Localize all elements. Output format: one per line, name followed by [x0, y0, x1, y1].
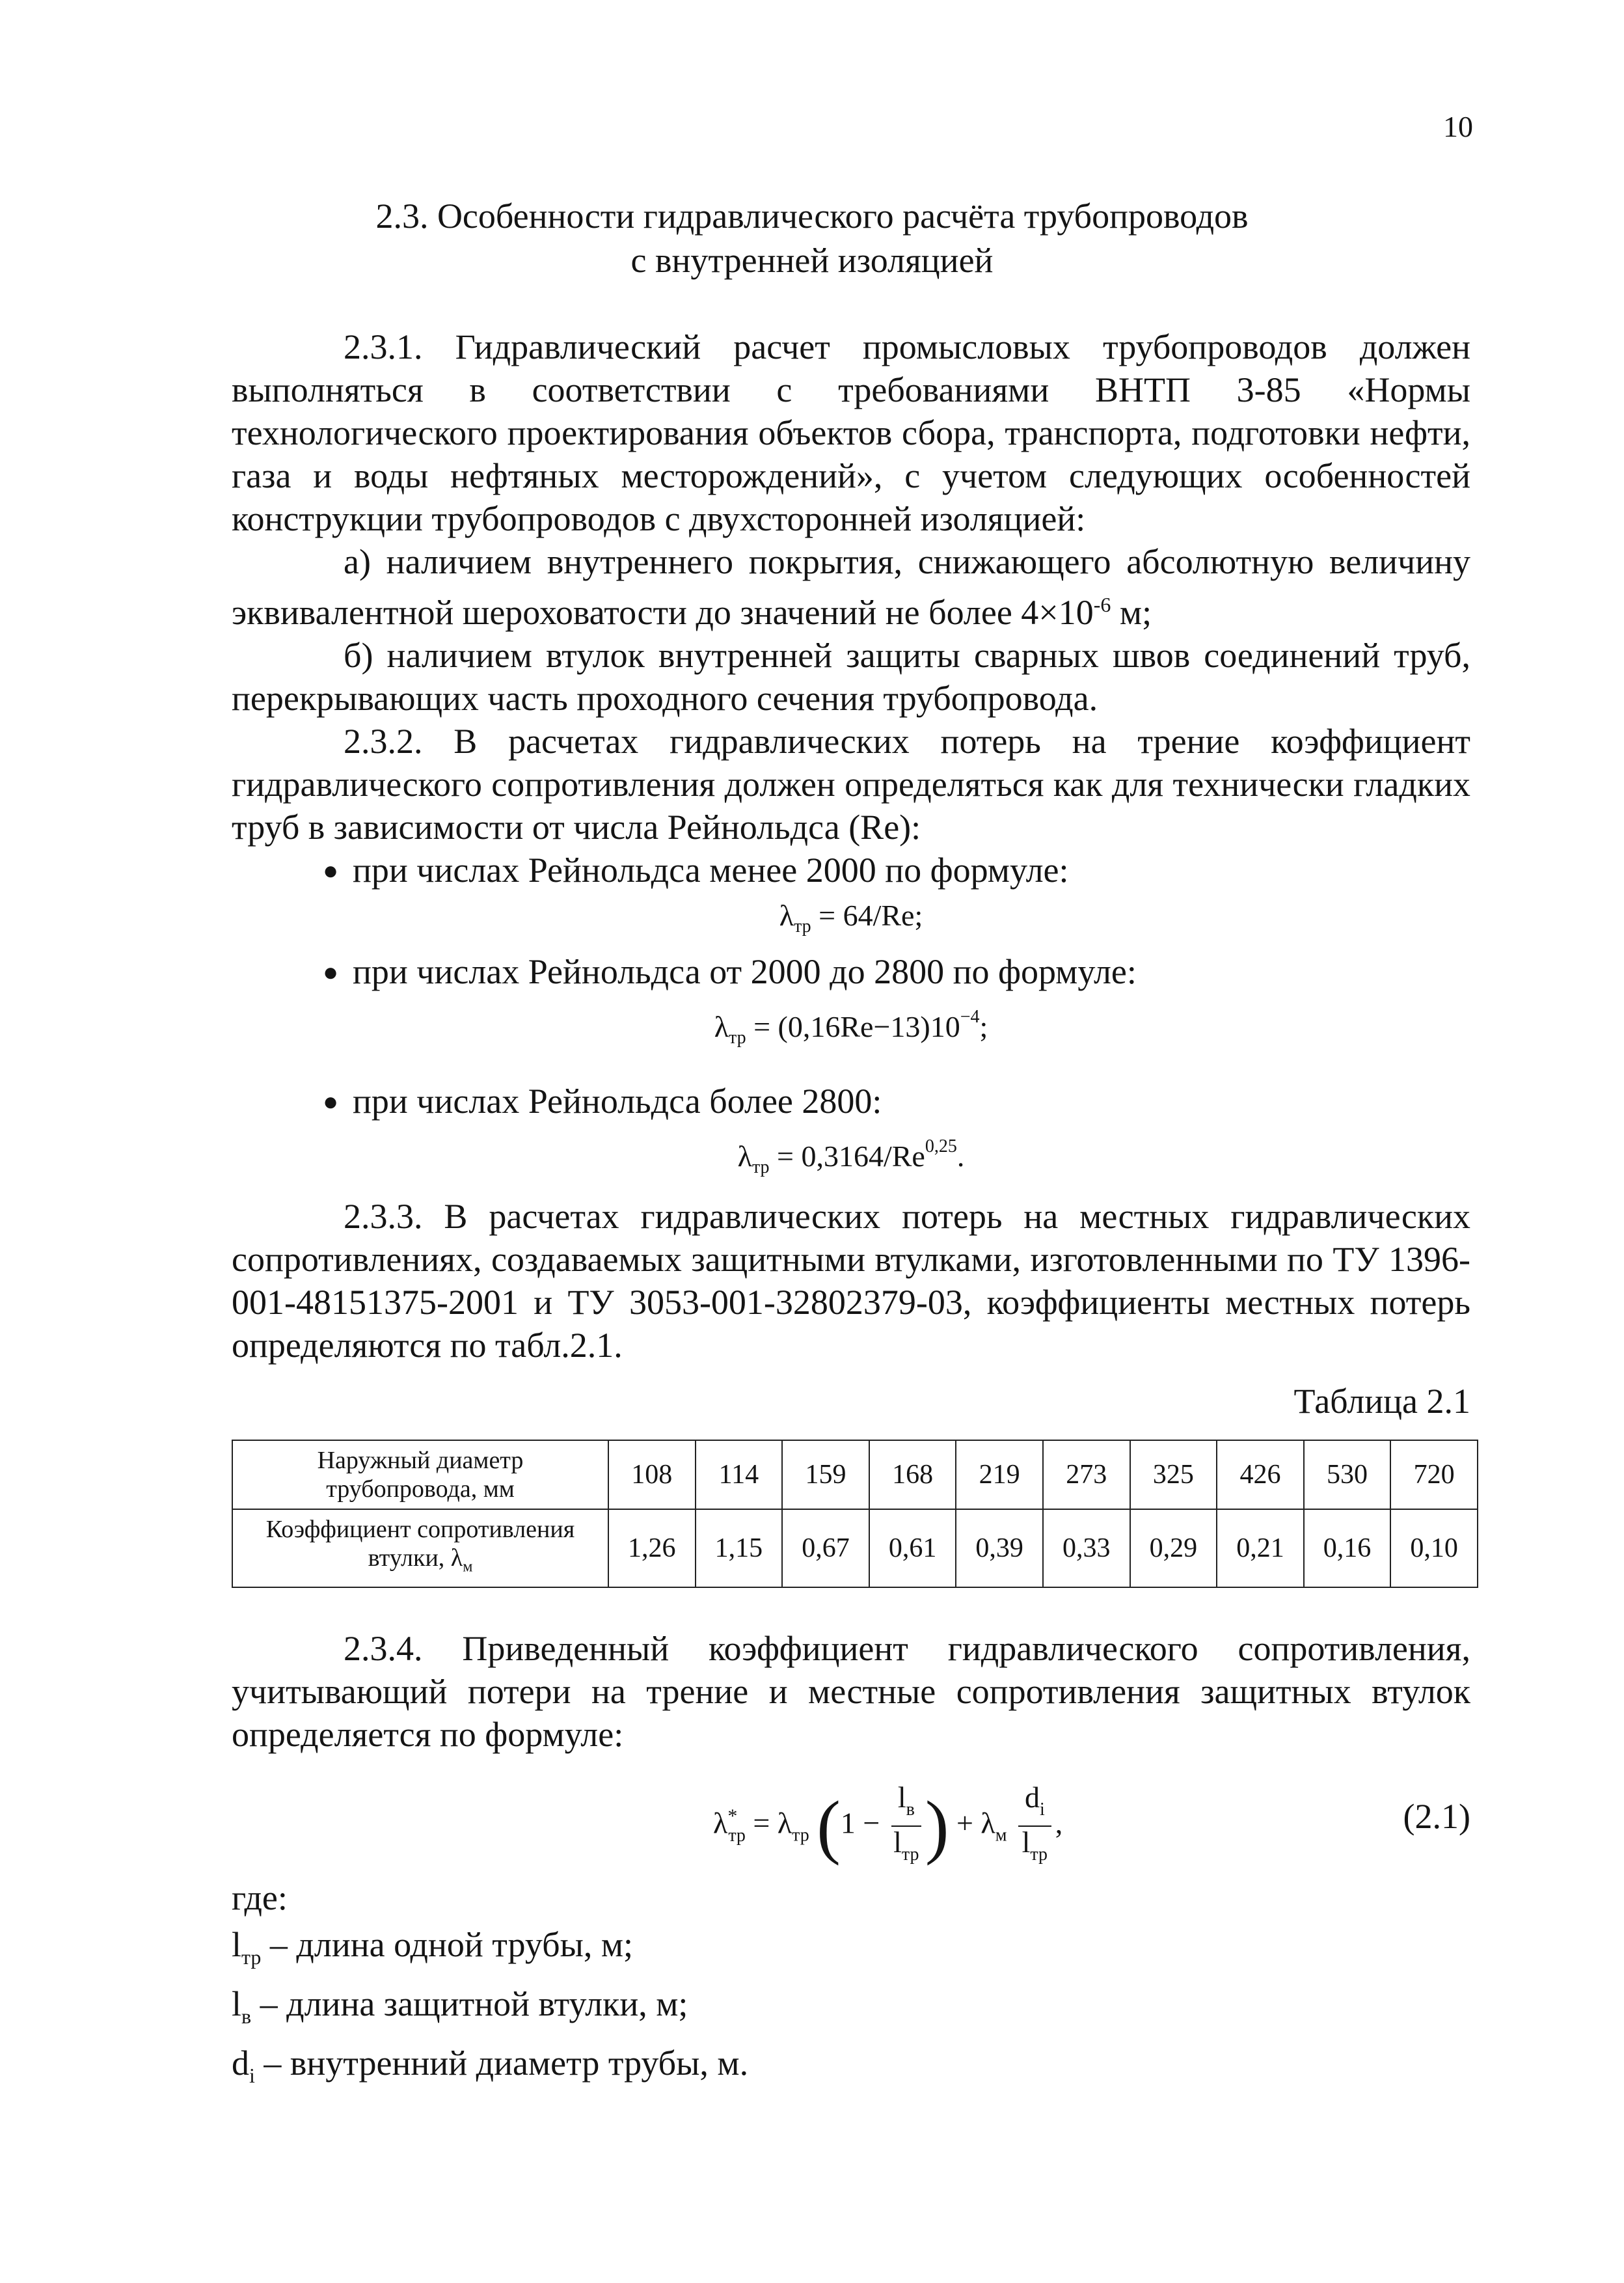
bullet-text-2: при числах Рейнольдса от 2000 до 2800 по формуле:	[353, 952, 1137, 991]
table-cell: 168	[869, 1440, 956, 1509]
bullet-dot: ●	[323, 856, 339, 885]
item-a-text: а) наличием внутреннего покрытия, снижающего абсолютную величину эквивалентной шероховатости до значений не более 4×10	[232, 542, 1470, 632]
main-text	[232, 325, 1470, 1423]
table-cell: 530	[1304, 1440, 1391, 1509]
table-cell: 219	[956, 1440, 1043, 1509]
table-caption: Таблица 2.1	[1293, 1382, 1470, 1421]
table-cell: 0,33	[1043, 1509, 1130, 1587]
table-cell: 0,39	[956, 1509, 1043, 1587]
section-title-line2: с внутренней изоляцией	[630, 241, 994, 280]
left-paren: (	[817, 1786, 841, 1866]
bullet-dot: ●	[323, 1087, 339, 1116]
paragraph-2-3-1: 2.3.1. Гидравлический расчет промысловых трубопроводов должен выполняться в соответствии с требованиями ВНТП 3-85 «Нормы технологического проектирования объектов сбора, транспорта, подготовки нефти, газа и воды нефтяных месторождений», с учетом следующих особенностей конструкции трубопроводов с двухсторонней изоляцией:	[232, 327, 1470, 538]
item-a-unit: м;	[1111, 593, 1152, 632]
table-cell: 0,61	[869, 1509, 956, 1587]
where-label: где:	[232, 1878, 288, 1917]
definition-lb: $l_в$ – длина защитной втулки, м;	[232, 1984, 688, 2028]
definition-ltr: $l_{тр}$ – длина одной трубы, м;	[232, 1925, 634, 1969]
bullet-item-2	[232, 950, 1470, 994]
table-cell: 325	[1130, 1440, 1217, 1509]
formula-laminar: $\lambda_{тр} = 64/Re$;	[779, 899, 923, 936]
table-cell: 0,16	[1304, 1509, 1391, 1587]
row-header-diameter: Наружный диаметр трубопровода, мм	[232, 1440, 608, 1509]
paragraph-2-3-2: 2.3.2. В расчетах гидравлических потерь на трение коэффициент гидравлического сопротивления должен определяться как для технически гладких труб в зависимости от числа Рейнольдса (Re):	[232, 722, 1470, 847]
bullet-text-1: при числах Рейнольдса менее 2000 по формуле:	[353, 851, 1069, 890]
formula-turbulent: $\lambda_{тр} = 0,3164/Re^{0,25}$.	[737, 1136, 965, 1177]
bullet-item-1	[232, 849, 1470, 892]
paragraph-item-a	[232, 540, 1470, 634]
section-title-line1: 2.3. Особенности гидравлического расчёта трубопроводов	[375, 197, 1249, 236]
row-header-coefficient: Коэффициент сопротивления втулки, $\lambda_м$	[232, 1509, 608, 1587]
bullet-dot: ●	[323, 957, 339, 987]
table-cell: 0,67	[782, 1509, 869, 1587]
table-cell: 273	[1043, 1440, 1130, 1509]
paragraph-2-3-3: 2.3.3. В расчетах гидравлических потерь на местных гидравлических сопротивлениях, создаваемых защитными втулками, изготовленными по ТУ 1396-001-48151375-2001 и ТУ 3053-001-32802379-03, коэффициенты местных потерь определяются по табл.2.1.	[232, 1197, 1470, 1365]
item-a-exponent: -6	[1093, 593, 1111, 616]
paragraph-2-3-4: 2.3.4. Приведенный коэффициент гидравлического сопротивления, учитывающий потери на трение и местные сопротивления защитных втулок определяется по формуле:	[232, 1629, 1470, 1754]
table-row-coefficient	[232, 1509, 1478, 1587]
fraction-di-ltr: $\frac{d_i}{l_{тр}}$	[1018, 1782, 1051, 1870]
section-2-3-4	[232, 1627, 1470, 1880]
equation-number: (2.1)	[1403, 1797, 1470, 1836]
bullet-item-3	[232, 1080, 1470, 1123]
table-cell: 114	[696, 1440, 783, 1509]
bushing-coefficient-table	[232, 1440, 1478, 1588]
fraction-lb-ltr: $\frac{l_в}{l_{тр}}$	[891, 1782, 921, 1870]
table-cell: 108	[608, 1440, 696, 1509]
table-cell: 0,10	[1390, 1509, 1478, 1587]
definition-di: $d_i$ – внутренний диаметр трубы, м.	[232, 2043, 749, 2087]
table-cell: 0,21	[1217, 1509, 1304, 1587]
table-cell: 1,26	[608, 1509, 696, 1587]
paragraph-item-b: б) наличием втулок внутренней защиты сварных швов соединений труб, перекрывающих часть проходного сечения трубопровода.	[232, 636, 1470, 718]
right-paren: )	[925, 1786, 949, 1866]
equation-body: $\lambda^*_{тр} = \lambda_{тр}$ (1 − $\frac{l_в}{l_{тр}}$ ) + $\lambda_м$ $\frac{d_i}{l_{тр}}$ ,	[713, 1782, 1062, 1870]
bullet-text-3: при числах Рейнольдса более 2800:	[353, 1082, 882, 1121]
table-cell: 720	[1390, 1440, 1478, 1509]
definitions	[232, 1874, 748, 2098]
formula-transitional: $\lambda_{тр} = (0,16Re-13)10^{-4}$;	[714, 1007, 988, 1048]
table-cell: 159	[782, 1440, 869, 1509]
table-cell: 0,29	[1130, 1509, 1217, 1587]
table-cell: 426	[1217, 1440, 1304, 1509]
table-row-diameter	[232, 1440, 1478, 1509]
page-number: 10	[1443, 110, 1473, 143]
table-cell: 1,15	[696, 1509, 783, 1587]
section-title	[232, 194, 1392, 282]
equation-2-1	[232, 1762, 1470, 1880]
